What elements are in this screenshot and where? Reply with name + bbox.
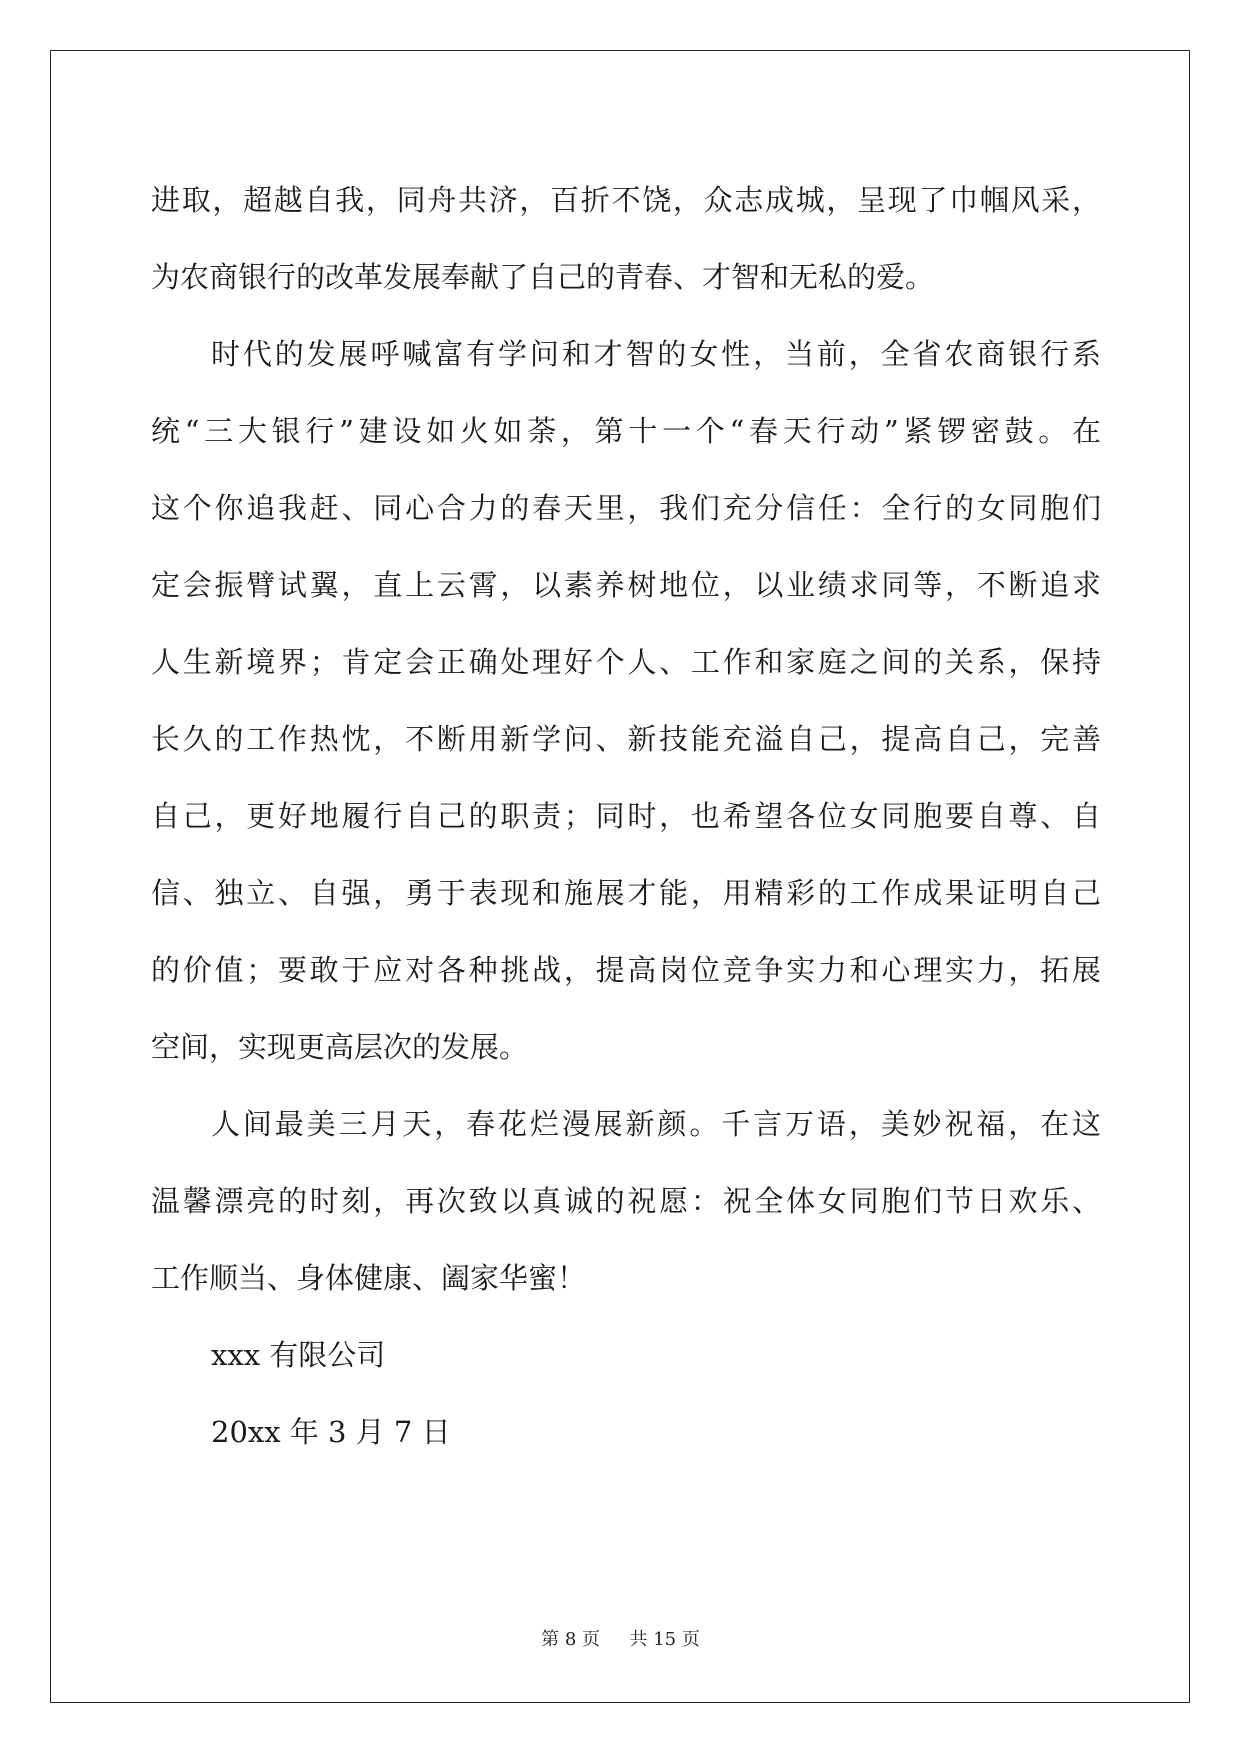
letter-body <box>151 162 1101 1471</box>
page-total: 共 15 页 <box>629 1629 700 1650</box>
body-line: 为农商银行的改革发展奉献了自己的青春、才智和无私的爱。 <box>151 260 935 294</box>
page-current: 第 8 页 <box>541 1629 601 1650</box>
body-line: 进取，超越自我，同舟共济，百折不饶，众志成城，呈现了巾帼风采， <box>151 183 1101 217</box>
body-line: 空间，实现更高层次的发展。 <box>151 1030 529 1064</box>
body-line: 人生新境界；肯定会正确处理好个人、工作和家庭之间的关系，保持 <box>151 645 1101 679</box>
body-line: 定会振臂试翼，直上云霄，以素养树地位，以业绩求同等，不断追求 <box>151 568 1101 602</box>
body-line: 这个你追我赶、同心合力的春天里，我们充分信任：全行的女同胞们 <box>151 491 1101 525</box>
body-line: 工作顺当、身体健康、阖家华蜜！ <box>151 1261 587 1295</box>
body-line: 信、独立、自强，勇于表现和施展才能，用精彩的工作成果证明自己 <box>151 876 1101 910</box>
body-line: 时代的发展呼喊富有学问和才智的女性，当前，全省农商银行系 <box>211 337 1101 371</box>
body-line: 人间最美三月天，春花烂漫展新颜。千言万语，美妙祝福，在这 <box>211 1107 1101 1141</box>
signature-company: xxx 有限公司 <box>211 1338 386 1372</box>
page-number-footer <box>0 1625 1241 1651</box>
body-line: 自己，更好地履行自己的职责；同时，也希望各位女同胞要自尊、自 <box>151 799 1101 833</box>
body-line: 的价值；要敢于应对各种挑战，提高岗位竞争实力和心理实力，拓展 <box>151 953 1101 987</box>
body-line: 温馨漂亮的时刻，再次致以真诚的祝愿：祝全体女同胞们节日欢乐、 <box>151 1184 1101 1218</box>
body-line: 统“三大银行”建设如火如荼，第十一个“春天行动”紧锣密鼓。在 <box>151 414 1101 448</box>
body-line: 长久的工作热忱，不断用新学问、新技能充溢自己，提高自己，完善 <box>151 722 1101 756</box>
signature-date: 20xx 年 3 月 7 日 <box>211 1415 451 1449</box>
